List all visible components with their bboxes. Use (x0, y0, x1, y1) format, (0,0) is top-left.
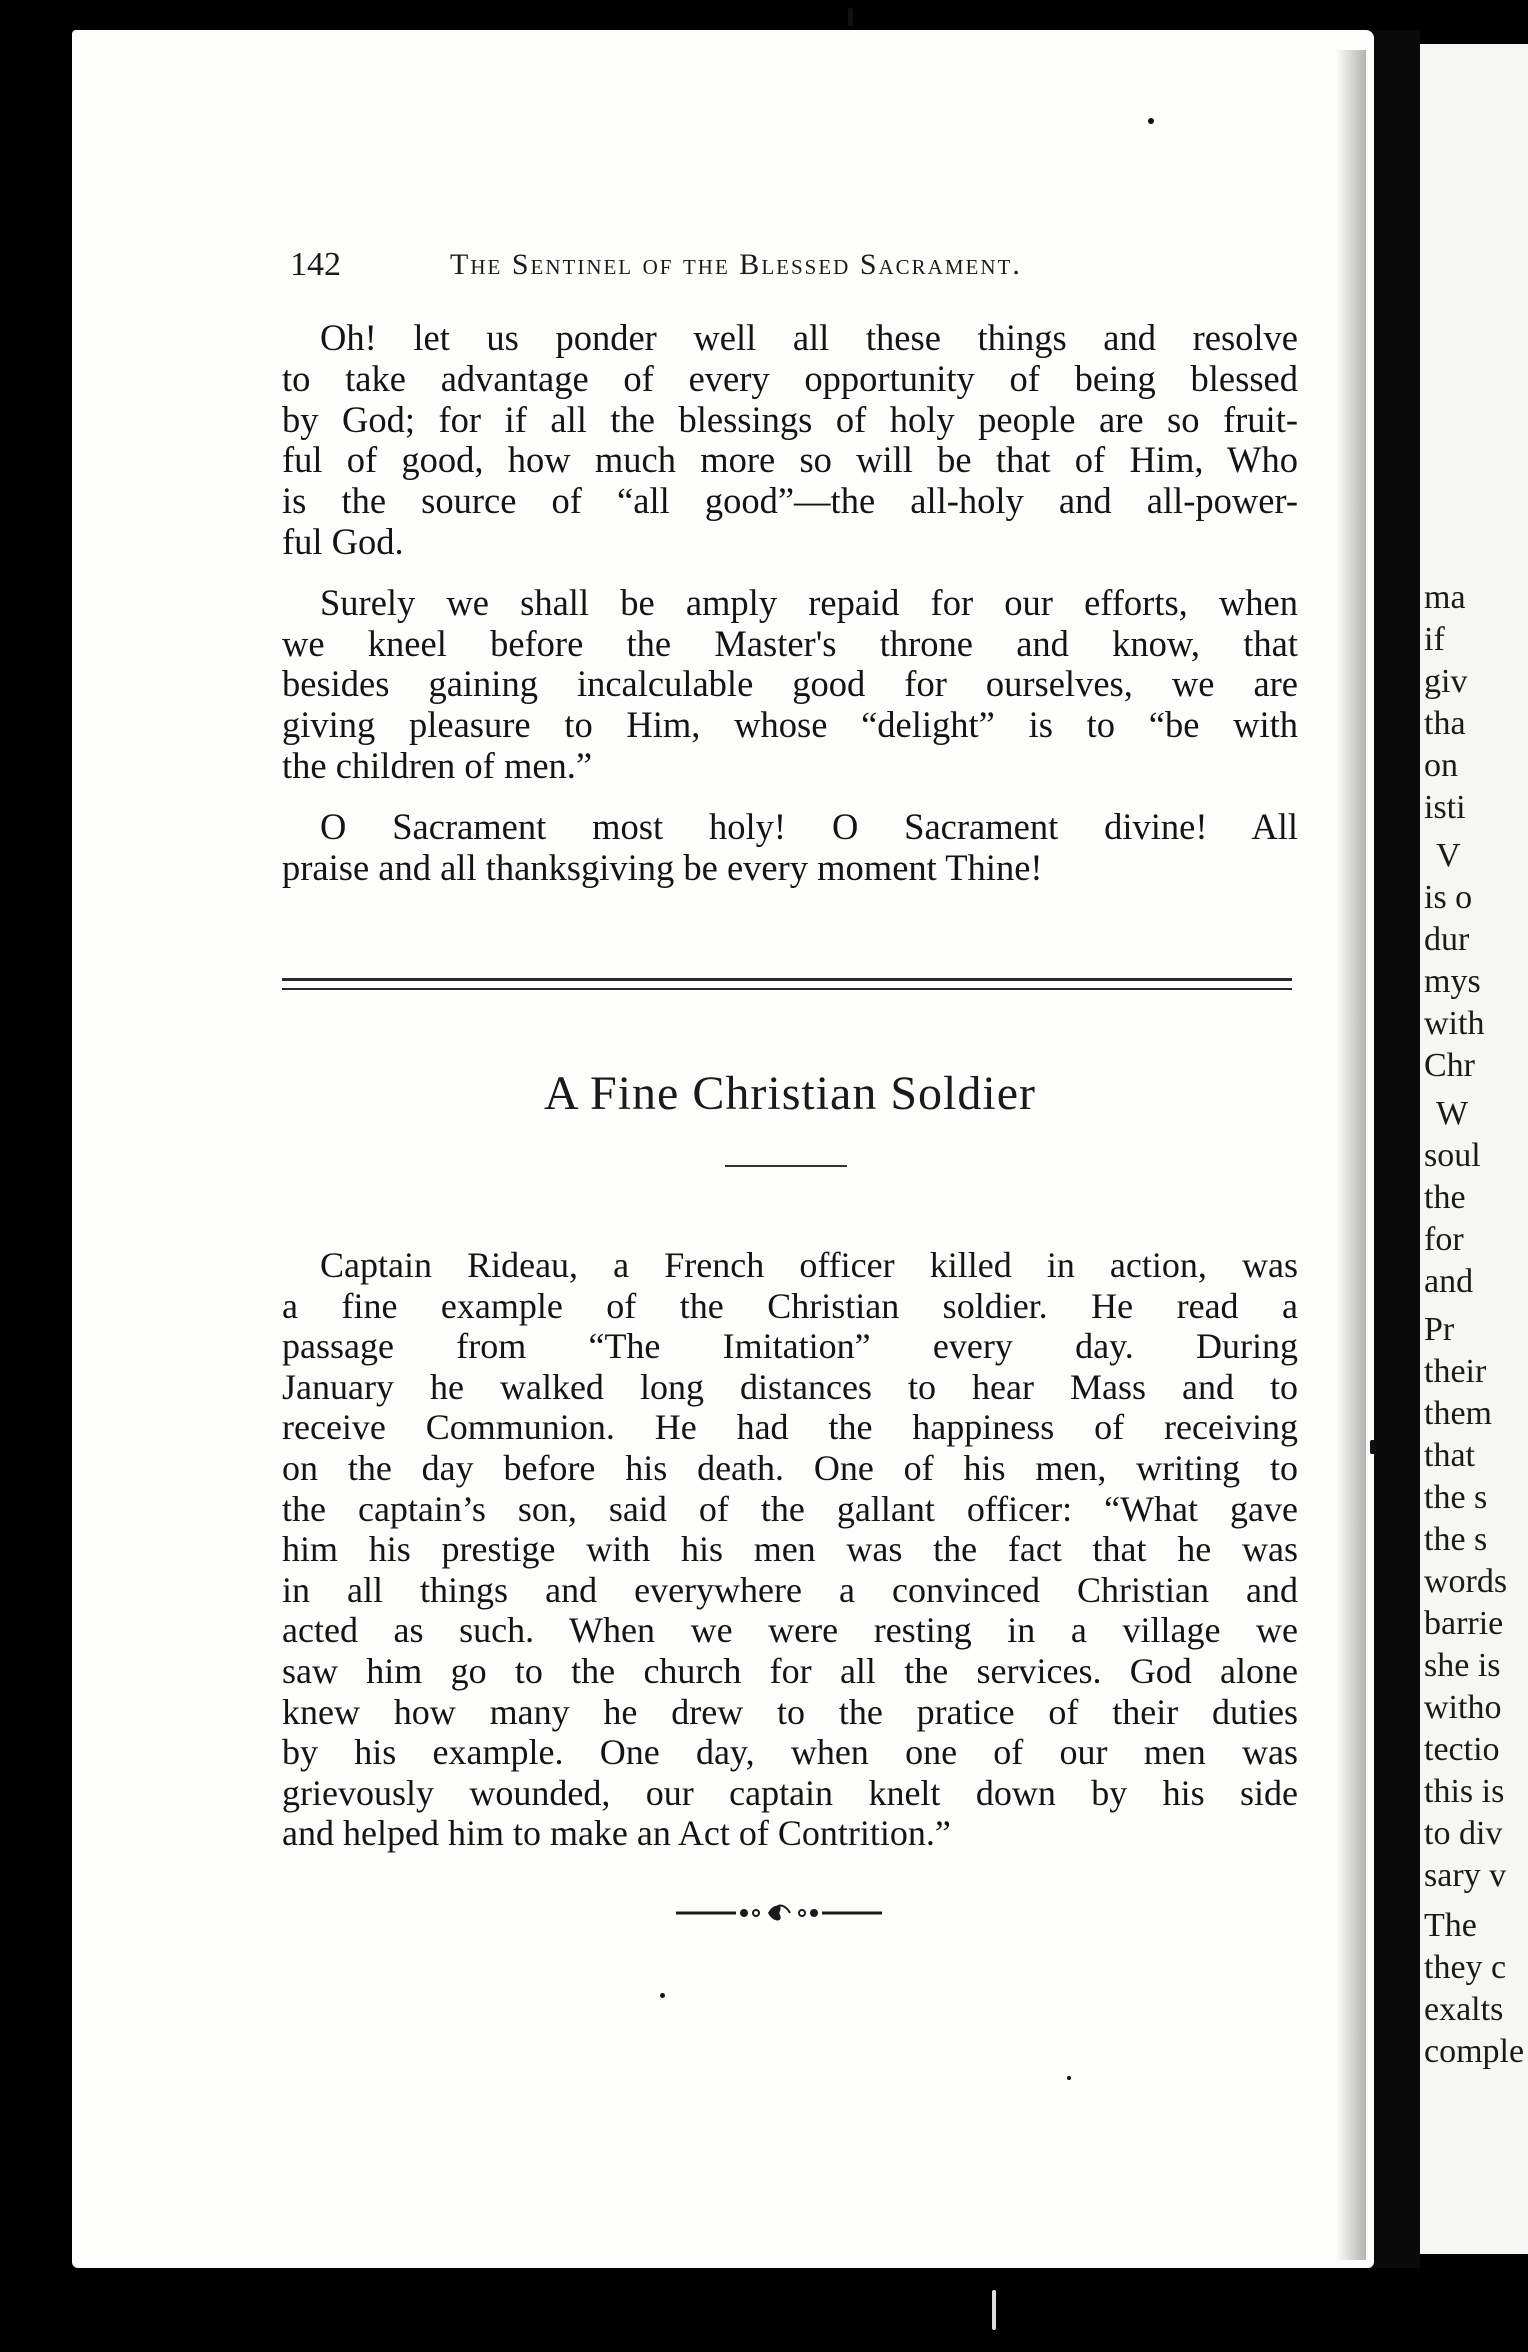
text-line: Surely we shall be amply repaid for our efforts, when (320, 581, 1298, 623)
scan-speck (1067, 2076, 1071, 2080)
scan-speck (1148, 118, 1154, 124)
text-line: O Sacrament most holy! O Sacrament divine! All (320, 805, 1298, 847)
scan-speck (1370, 1440, 1376, 1454)
facing-page-fragment: mys (1424, 963, 1481, 1000)
text-line: and helped him to make an Act of Contrition.” (282, 1813, 951, 1854)
facing-page-fragment: for (1424, 1221, 1464, 1258)
text-line: is the source of “all good”—the all-holy and all-power- (282, 480, 1298, 522)
running-header (290, 246, 1170, 296)
text-line: grievously wounded, our captain knelt down by his side (282, 1772, 1298, 1813)
facing-page-fragment: the s (1424, 1521, 1488, 1558)
text-line: praise and all thanksgiving be every moment Thine! (282, 846, 1043, 888)
facing-page-fragment: dur (1424, 921, 1470, 958)
facing-page-fragment: to div (1424, 1815, 1503, 1852)
paragraph (282, 1245, 1298, 1854)
facing-page-fragment: V (1436, 837, 1461, 874)
facing-page-fragment: the (1424, 1179, 1466, 1216)
scan-speck (848, 8, 853, 26)
facing-page-fragment: them (1424, 1395, 1492, 1432)
paragraph (282, 318, 1298, 563)
paragraph (282, 583, 1298, 787)
facing-page-fragment: that (1424, 1437, 1475, 1474)
text-line: ful God. (282, 520, 404, 562)
text-line: besides gaining incalculable good for ourselves, we are (282, 663, 1298, 705)
facing-page-fragment: on (1424, 747, 1458, 784)
text-line: by his example. One day, when one of our men was (282, 1732, 1298, 1773)
paragraph (282, 807, 1298, 889)
facing-page-fragment: their (1424, 1353, 1487, 1390)
text-line: saw him go to the church for all the services. God alone (282, 1650, 1298, 1691)
facing-page-fragment: and (1424, 1263, 1474, 1300)
text-line: knew how many he drew to the pratice of their duties (282, 1691, 1298, 1732)
facing-page-fragment: sary v (1424, 1857, 1507, 1894)
text-line: giving pleasure to Him, whose “delight” is to “be with (282, 704, 1298, 746)
book-gutter (1374, 30, 1420, 2268)
text-line: Captain Rideau, a French officer killed in action, was (320, 1245, 1298, 1285)
text-line: we kneel before the Master's throne and know, that (282, 622, 1298, 664)
facing-page-fragment: they c (1424, 1949, 1507, 1986)
facing-page-fragment: Pr (1424, 1311, 1455, 1348)
text-line: the children of men.” (282, 744, 593, 786)
text-line: receive Communion. He had the happiness of receiving (282, 1407, 1298, 1448)
intro-text (282, 318, 1298, 908)
text-line: him his prestige with his men was the fact that he was (282, 1529, 1298, 1570)
title-underline (725, 1165, 847, 1167)
scan-speck (660, 1993, 665, 1998)
facing-page-fragment: words (1424, 1563, 1508, 1600)
facing-page-fragment: W (1436, 1095, 1469, 1132)
page-curl-shadow (1336, 50, 1366, 2260)
facing-page-fragment: barrie (1424, 1605, 1504, 1642)
text-line: ful of good, how much more so will be that of Him, Who (282, 439, 1298, 481)
text-line: January he walked long distances to hear Mass and to (282, 1366, 1298, 1407)
facing-page-fragment: the s (1424, 1479, 1488, 1516)
facing-page-fragment: soul (1424, 1137, 1481, 1174)
facing-page-fragment: isti (1424, 789, 1466, 826)
section-divider (282, 978, 1292, 1000)
text-line: in all things and everywhere a convinced Christian and (282, 1569, 1298, 1610)
text-line: on the day before his death. One of his men, writing to (282, 1447, 1298, 1488)
facing-page-fragment: she is (1424, 1647, 1501, 1684)
text-line: Oh! let us ponder well all these things and resolve (320, 317, 1298, 358)
text-line: acted as such. When we were resting in a village we (282, 1610, 1298, 1651)
article-body (282, 1245, 1298, 1862)
page-number: 142 (290, 246, 341, 283)
facing-page-fragment: witho (1424, 1689, 1502, 1726)
text-line: the captain’s son, said of the gallant officer: “What gave (282, 1488, 1298, 1529)
facing-page-fragment: with (1424, 1005, 1485, 1042)
facing-page-fragment: ma (1424, 579, 1466, 616)
article-title: A Fine Christian Soldier (544, 1067, 1036, 1120)
facing-page-fragment: tha (1424, 705, 1466, 742)
facing-page-fragment: giv (1424, 663, 1468, 700)
facing-page-fragment: The (1424, 1907, 1477, 1944)
running-title: The Sentinel of the Blessed Sacrament. (450, 248, 1022, 281)
facing-page-fragment: Chr (1424, 1047, 1475, 1084)
facing-page-fragment: comple (1424, 2033, 1525, 2070)
text-line: passage from “The Imitation” every day. During (282, 1326, 1298, 1367)
scan-speck (992, 2290, 996, 2330)
text-line: a fine example of the Christian soldier. He read a (282, 1285, 1298, 1326)
facing-page (1420, 44, 1528, 2254)
facing-page-fragment: if (1424, 621, 1445, 658)
facing-page-fragment: is o (1424, 879, 1473, 916)
text-line: by God; for if all the blessings of holy people are so fruit- (282, 398, 1298, 440)
end-ornament (676, 1898, 882, 1928)
facing-page-fragment: exalts (1424, 1991, 1504, 2028)
facing-page-fragment: tectio (1424, 1731, 1500, 1768)
facing-page-fragment: this is (1424, 1773, 1505, 1810)
text-line: to take advantage of every opportunity of being blessed (282, 357, 1298, 399)
